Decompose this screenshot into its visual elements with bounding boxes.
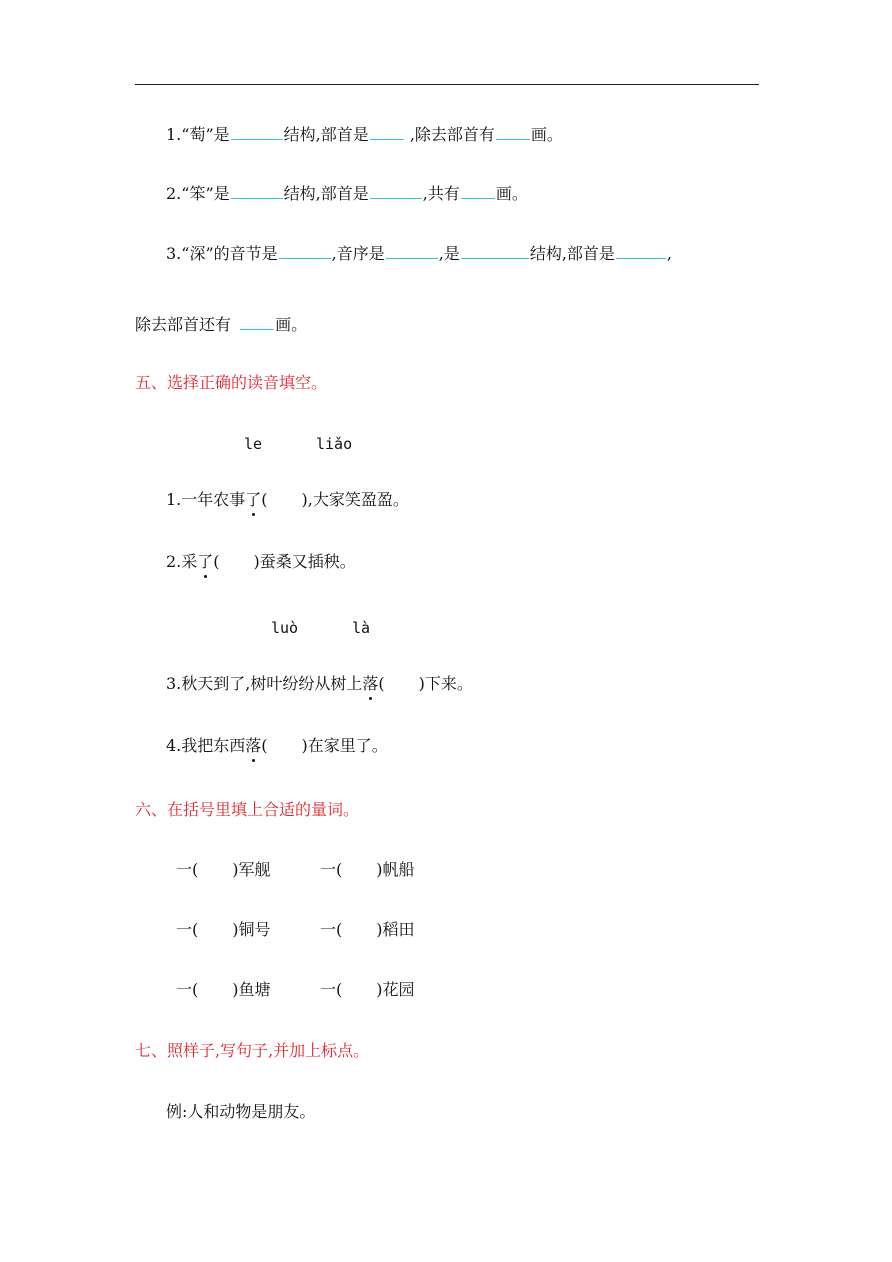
item-text: ,共有	[422, 184, 460, 203]
item-text: )鱼塘	[232, 980, 271, 999]
q5-sentence-2	[166, 552, 356, 572]
sentence-text: (	[213, 552, 220, 571]
measure-word-row	[176, 860, 271, 880]
top-rule	[135, 84, 759, 85]
answer-blank[interactable]	[616, 244, 666, 259]
dotted-character: 落	[362, 674, 379, 693]
measure-word-row	[176, 920, 271, 940]
measure-word-row	[320, 980, 415, 1000]
pinyin-option: le	[244, 435, 263, 453]
sentence-text: 2.采	[166, 552, 198, 571]
answer-blank[interactable]	[370, 125, 404, 140]
pinyin-option: luò	[271, 619, 299, 637]
item-text: 一(	[176, 980, 199, 999]
item-text: )军舰	[232, 860, 271, 879]
section-7-heading: 七、照样子,写句子,并加上标点。	[135, 1041, 370, 1060]
measure-word-row	[320, 860, 415, 880]
item-text: ,是	[438, 244, 460, 263]
item-text: 一(	[320, 860, 343, 879]
item-text: )稻田	[376, 920, 415, 939]
sentence-text: ),大家笑盈盈。	[301, 490, 409, 509]
item-text: 一(	[176, 860, 199, 879]
dotted-character: 了	[197, 552, 214, 571]
item-text: )铜号	[232, 920, 271, 939]
sentence-text: 1.一年农事	[166, 490, 246, 509]
item-text: 一(	[320, 980, 343, 999]
pinyin-option: là	[352, 619, 371, 637]
answer-blank[interactable]	[240, 315, 274, 330]
item-text: 一(	[176, 920, 199, 939]
section-5-heading: 五、选择正确的读音填空。	[135, 373, 328, 392]
item-text: 结构,部首是	[529, 244, 615, 263]
q5-sentence-3	[166, 674, 473, 694]
sentence-text: )下来。	[418, 674, 473, 693]
dotted-character: 了	[245, 490, 262, 509]
sentence-text: (	[261, 736, 268, 755]
item-text: ,	[666, 244, 673, 263]
item-text: )花园	[376, 980, 415, 999]
item-text: 除去部首还有	[135, 315, 237, 334]
q4-item-2	[166, 184, 528, 204]
item-text: 结构,部首是	[283, 125, 369, 144]
sentence-text: )蚕桑又插秧。	[253, 552, 356, 571]
answer-blank[interactable]	[370, 184, 422, 199]
item-text: 画。	[495, 184, 528, 203]
measure-word-row	[320, 920, 415, 940]
sentence-text: (	[378, 674, 385, 693]
pinyin-option: liǎo	[316, 435, 353, 453]
item-text: ,除去部首有	[404, 125, 495, 144]
answer-blank[interactable]	[231, 125, 283, 140]
answer-blank[interactable]	[279, 244, 331, 259]
item-text: 3.“深”的音节是	[166, 244, 278, 263]
answer-blank[interactable]	[461, 184, 495, 199]
dotted-character: 落	[245, 736, 262, 755]
item-text: 画。	[275, 315, 308, 334]
item-text: )帆船	[376, 860, 415, 879]
q5-sentence-1	[166, 490, 409, 510]
item-text: 画。	[530, 125, 563, 144]
q4-item-3-continued	[135, 315, 307, 335]
item-text: 1.“萄”是	[166, 125, 230, 144]
answer-blank[interactable]	[386, 244, 438, 259]
sentence-text: 3.秋天到了,树叶纷纷从树上	[166, 674, 363, 693]
q4-item-1	[166, 125, 563, 145]
q5-sentence-4	[166, 736, 388, 756]
example-sentence: 例:人和动物是朋友。	[166, 1102, 316, 1121]
measure-word-row	[176, 980, 271, 1000]
sentence-text: 4.我把东西	[166, 736, 246, 755]
item-text: 结构,部首是	[283, 184, 369, 203]
q4-item-3	[166, 244, 672, 264]
section-6-heading: 六、在括号里填上合适的量词。	[135, 800, 360, 819]
sentence-text: (	[261, 490, 268, 509]
answer-blank[interactable]	[496, 125, 530, 140]
sentence-text: )在家里了。	[301, 736, 388, 755]
item-text: 一(	[320, 920, 343, 939]
item-text: ,音序是	[331, 244, 385, 263]
item-text: 2.“笨”是	[166, 184, 230, 203]
answer-blank[interactable]	[231, 184, 283, 199]
answer-blank[interactable]	[461, 244, 529, 259]
